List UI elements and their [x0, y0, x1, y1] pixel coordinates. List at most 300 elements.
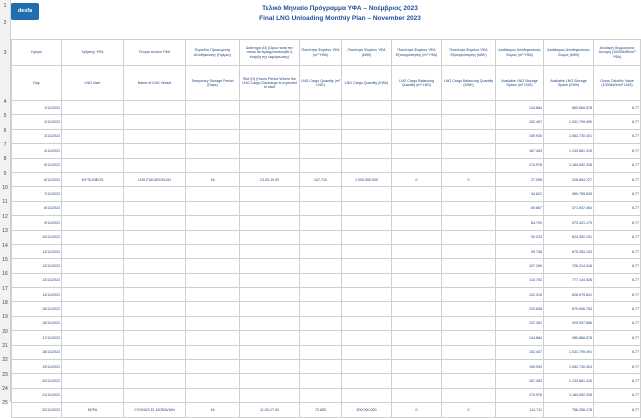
table-cell[interactable] — [392, 360, 442, 374]
table-cell[interactable] — [392, 331, 442, 345]
table-cell[interactable]: 756.256.178 — [544, 403, 594, 417]
table-cell[interactable]: 159.930 — [496, 360, 544, 374]
table-cell[interactable] — [186, 244, 240, 258]
table-cell[interactable]: 11.00-17.00 — [240, 403, 300, 417]
table-cell[interactable] — [186, 388, 240, 402]
header-gr-cell[interactable]: Όνομα πλοίου ΥΦΑ — [124, 40, 186, 66]
row-number[interactable]: 14 — [2, 242, 8, 249]
header-gr-cell[interactable]: Ανώτερη Θερμογόνος Δύναμη (10000kWh/m³ ΥΦΑ) — [594, 40, 641, 66]
table-cell[interactable]: 15/11/2023 — [12, 302, 62, 316]
table-cell[interactable] — [62, 144, 124, 158]
table-cell[interactable] — [240, 230, 300, 244]
table-cell[interactable] — [442, 345, 496, 359]
table-cell[interactable] — [442, 388, 496, 402]
header-en-cell[interactable]: LNG User — [62, 66, 124, 101]
table-cell[interactable]: 159.930 — [496, 129, 544, 143]
table-cell[interactable]: 369.785.639 — [544, 187, 594, 201]
table-cell[interactable] — [392, 244, 442, 258]
table-cell[interactable]: 18 — [186, 403, 240, 417]
table-cell[interactable] — [442, 101, 496, 115]
table-cell[interactable] — [240, 345, 300, 359]
table-cell[interactable] — [442, 201, 496, 215]
table-cell[interactable] — [62, 216, 124, 230]
table-cell[interactable] — [240, 388, 300, 402]
table-cell[interactable] — [240, 129, 300, 143]
header-gr-cell[interactable]: Περίοδος Προσωρινής Αποθήκευσης (Ημέρες) — [186, 40, 240, 66]
table-cell[interactable] — [62, 374, 124, 388]
table-cell[interactable]: 6,77 — [594, 331, 641, 345]
table-cell[interactable] — [124, 187, 186, 201]
row-number[interactable]: 11 — [2, 199, 8, 206]
table-cell[interactable] — [124, 360, 186, 374]
table-cell[interactable] — [442, 244, 496, 258]
table-cell[interactable] — [240, 302, 300, 316]
table-cell[interactable]: LNG FUKUROKUJU — [124, 172, 186, 186]
header-en-cell[interactable]: LNG Cargo Balancing Quantity (KWh) — [442, 66, 496, 101]
table-cell[interactable] — [442, 259, 496, 273]
table-cell[interactable] — [62, 259, 124, 273]
header-en-cell[interactable]: Name of LNG Vessel — [124, 66, 186, 101]
table-cell[interactable] — [186, 345, 240, 359]
table-cell[interactable] — [62, 158, 124, 172]
table-cell[interactable] — [342, 316, 392, 330]
table-cell[interactable]: 10/11/2023 — [12, 230, 62, 244]
table-cell[interactable]: 9/11/2023 — [12, 216, 62, 230]
row-number[interactable]: 24 — [2, 386, 8, 392]
table-cell[interactable]: 144.884 — [496, 101, 544, 115]
table-cell[interactable] — [240, 316, 300, 330]
table-cell[interactable] — [300, 216, 342, 230]
table-cell[interactable] — [240, 115, 300, 129]
table-cell[interactable]: 929.937.666 — [544, 316, 594, 330]
table-cell[interactable] — [62, 331, 124, 345]
table-cell[interactable]: 2/11/2023 — [12, 115, 62, 129]
table-cell[interactable] — [124, 244, 186, 258]
table-cell[interactable] — [124, 331, 186, 345]
table-cell[interactable]: 27.098 — [496, 172, 544, 186]
table-cell[interactable]: 6,77 — [594, 273, 641, 287]
table-cell[interactable]: 6,77 — [594, 360, 641, 374]
row-number[interactable]: 25 — [2, 400, 8, 407]
table-cell[interactable]: 6,77 — [594, 259, 641, 273]
table-cell[interactable] — [124, 259, 186, 273]
table-cell[interactable] — [240, 244, 300, 258]
table-cell[interactable] — [124, 144, 186, 158]
table-cell[interactable]: 144.884 — [496, 331, 544, 345]
table-cell[interactable] — [392, 374, 442, 388]
table-cell[interactable]: 6,77 — [594, 187, 641, 201]
table-cell[interactable]: 6,77 — [594, 345, 641, 359]
row-number[interactable]: 4 — [3, 99, 7, 105]
table-cell[interactable]: 6,77 — [594, 201, 641, 215]
header-gr-cell[interactable]: Ημέρα — [12, 40, 62, 66]
table-cell[interactable] — [392, 345, 442, 359]
table-cell[interactable]: 129.838 — [496, 302, 544, 316]
table-cell[interactable] — [300, 302, 342, 316]
table-cell[interactable]: 828.075.841 — [544, 288, 594, 302]
table-cell[interactable] — [186, 288, 240, 302]
table-cell[interactable]: 7/11/2023 — [12, 187, 62, 201]
table-cell[interactable]: 69.667 — [496, 201, 544, 215]
table-cell[interactable] — [240, 259, 300, 273]
table-cell[interactable] — [62, 230, 124, 244]
table-cell[interactable] — [442, 374, 496, 388]
table-cell[interactable] — [442, 144, 496, 158]
table-cell[interactable] — [342, 201, 392, 215]
table-cell[interactable] — [186, 115, 240, 129]
table-cell[interactable]: 6,77 — [594, 216, 641, 230]
table-cell[interactable] — [300, 259, 342, 273]
table-cell[interactable]: 19/11/2023 — [12, 360, 62, 374]
table-cell[interactable]: 14/11/2023 — [12, 288, 62, 302]
table-cell[interactable] — [342, 388, 392, 402]
table-cell[interactable]: 114.792 — [496, 273, 544, 287]
table-cell[interactable] — [186, 273, 240, 287]
table-cell[interactable]: 22/11/2023 — [12, 403, 62, 417]
table-cell[interactable]: 6,77 — [594, 302, 641, 316]
table-cell[interactable] — [186, 316, 240, 330]
table-cell[interactable] — [186, 259, 240, 273]
table-cell[interactable] — [342, 259, 392, 273]
table-cell[interactable]: 6,77 — [594, 403, 641, 417]
table-cell[interactable]: MYTILINEOS — [62, 172, 124, 186]
table-cell[interactable] — [240, 360, 300, 374]
table-cell[interactable] — [342, 345, 392, 359]
header-gr-cell[interactable]: Διαθέσιμος Αποθηκευτικός Χώρος (kWh) — [544, 40, 594, 66]
table-cell[interactable] — [442, 288, 496, 302]
table-cell[interactable]: 1.133.661.315 — [544, 144, 594, 158]
table-cell[interactable] — [186, 374, 240, 388]
table-cell[interactable] — [124, 201, 186, 215]
table-cell[interactable] — [124, 101, 186, 115]
table-cell[interactable] — [342, 187, 392, 201]
table-cell[interactable] — [240, 331, 300, 345]
table-cell[interactable]: 13/11/2023 — [12, 273, 62, 287]
table-cell[interactable] — [62, 187, 124, 201]
header-gr-cell[interactable]: Χρήστης ΥΦΑ — [62, 40, 124, 66]
table-cell[interactable]: 20/11/2023 — [12, 374, 62, 388]
table-cell[interactable] — [300, 388, 342, 402]
table-cell[interactable]: 174.976 — [496, 158, 544, 172]
row-number[interactable]: 2 — [3, 20, 7, 26]
table-cell[interactable] — [442, 230, 496, 244]
table-cell[interactable] — [342, 288, 392, 302]
table-cell[interactable]: 6,77 — [594, 115, 641, 129]
table-cell[interactable] — [392, 273, 442, 287]
table-cell[interactable] — [124, 374, 186, 388]
header-gr-cell[interactable]: Ποσότητα Φορτίου ΥΦΑ Εξισορρόπησης (m³ ΥΦΑ) — [392, 40, 442, 66]
table-cell[interactable]: 1/11/2023 — [12, 101, 62, 115]
row-number[interactable]: 12 — [2, 213, 8, 220]
table-cell[interactable]: 16/11/2023 — [12, 316, 62, 330]
row-number[interactable]: 15 — [2, 256, 8, 263]
table-cell[interactable]: 6,77 — [594, 172, 641, 186]
table-cell[interactable]: 1.031.799.490 — [544, 115, 594, 129]
table-cell[interactable] — [442, 129, 496, 143]
table-cell[interactable] — [342, 273, 392, 287]
table-cell[interactable]: 6,77 — [594, 244, 641, 258]
header-en-cell[interactable]: Available LNG Storage Space (m³ LNG) — [496, 66, 544, 101]
table-cell[interactable]: 318.854.727 — [544, 172, 594, 186]
table-cell[interactable] — [300, 129, 342, 143]
table-cell[interactable] — [186, 187, 240, 201]
header-en-cell[interactable]: Temporary Storage Period (Days) — [186, 66, 240, 101]
table-cell[interactable]: 6,77 — [594, 374, 641, 388]
table-cell[interactable] — [124, 129, 186, 143]
table-cell[interactable] — [392, 230, 442, 244]
header-en-cell[interactable]: LNG Cargo Quantity (m³ LNG) — [300, 66, 342, 101]
table-cell[interactable] — [342, 244, 392, 258]
row-number[interactable]: 10 — [2, 185, 8, 192]
table-cell[interactable] — [240, 144, 300, 158]
table-cell[interactable] — [300, 345, 342, 359]
table-cell[interactable] — [442, 316, 496, 330]
table-cell[interactable] — [300, 115, 342, 129]
table-cell[interactable] — [300, 101, 342, 115]
row-number[interactable]: 19 — [2, 314, 8, 321]
table-cell[interactable] — [186, 101, 240, 115]
table-cell[interactable]: 980.868.578 — [544, 331, 594, 345]
table-cell[interactable]: 1.031.799.491 — [544, 345, 594, 359]
table-cell[interactable]: 174.976 — [496, 388, 544, 402]
table-cell[interactable] — [342, 144, 392, 158]
header-en-cell[interactable]: Day — [12, 66, 62, 101]
table-cell[interactable] — [300, 230, 342, 244]
table-cell[interactable] — [124, 316, 186, 330]
table-cell[interactable]: 84.700 — [496, 216, 544, 230]
table-cell[interactable]: 12/11/2023 — [12, 259, 62, 273]
header-gr-cell[interactable]: Ποσότητα Φορτίου ΥΦΑ (kWh) — [342, 40, 392, 66]
row-number[interactable]: 7 — [3, 142, 7, 149]
table-cell[interactable] — [392, 187, 442, 201]
table-cell[interactable]: CYGNUS EL MORAVIAN — [124, 403, 186, 417]
table-cell[interactable] — [300, 273, 342, 287]
table-cell[interactable] — [62, 360, 124, 374]
table-cell[interactable] — [186, 331, 240, 345]
table-cell[interactable] — [240, 374, 300, 388]
table-cell[interactable]: 777.144.928 — [544, 273, 594, 287]
table-cell[interactable] — [62, 345, 124, 359]
table-cell[interactable] — [240, 101, 300, 115]
table-cell[interactable] — [62, 316, 124, 330]
table-cell[interactable]: 879.006.753 — [544, 302, 594, 316]
table-cell[interactable]: 167.453 — [496, 144, 544, 158]
table-cell[interactable] — [62, 288, 124, 302]
table-cell[interactable]: 1.184.592.228 — [544, 158, 594, 172]
table-cell[interactable] — [300, 331, 342, 345]
table-cell[interactable] — [62, 244, 124, 258]
table-cell[interactable] — [392, 201, 442, 215]
table-cell[interactable]: 152.407 — [496, 115, 544, 129]
table-cell[interactable] — [124, 273, 186, 287]
table-cell[interactable] — [442, 216, 496, 230]
table-cell[interactable] — [62, 388, 124, 402]
table-cell[interactable] — [442, 302, 496, 316]
header-gr-cell[interactable]: Διαθέσιμος Αποθηκευτικός Χώρος (m³ ΥΦΑ) — [496, 40, 544, 66]
row-number[interactable]: 8 — [3, 156, 7, 163]
table-cell[interactable] — [124, 302, 186, 316]
table-cell[interactable] — [124, 230, 186, 244]
table-cell[interactable]: 17/11/2023 — [12, 331, 62, 345]
table-cell[interactable]: 8/11/2023 — [12, 201, 62, 215]
table-cell[interactable]: 675.283.103 — [544, 244, 594, 258]
table-cell[interactable] — [62, 115, 124, 129]
table-cell[interactable]: 6,77 — [594, 158, 641, 172]
table-cell[interactable]: 167.453 — [496, 374, 544, 388]
table-cell[interactable] — [62, 101, 124, 115]
table-cell[interactable] — [300, 144, 342, 158]
table-cell[interactable] — [392, 259, 442, 273]
table-cell[interactable]: 1.082.730.403 — [544, 360, 594, 374]
table-cell[interactable]: 92.223 — [496, 230, 544, 244]
table-cell[interactable]: 1.082.730.401 — [544, 129, 594, 143]
table-cell[interactable] — [62, 302, 124, 316]
header-en-cell[interactable]: Gross Calorific Value (1000kWh/m³ LNG) — [594, 66, 641, 101]
row-number[interactable]: 20 — [2, 328, 8, 335]
table-cell[interactable] — [124, 216, 186, 230]
row-number[interactable]: 16 — [2, 271, 8, 278]
table-cell[interactable] — [124, 388, 186, 402]
table-cell[interactable]: 0 — [392, 172, 442, 186]
table-cell[interactable]: 624.352.191 — [544, 230, 594, 244]
header-gr-cell[interactable]: Ποσότητα Φορτίου ΥΦΑ Εξισορρόπησης (kWh) — [442, 40, 496, 66]
table-cell[interactable] — [342, 374, 392, 388]
table-cell[interactable]: 0 — [392, 403, 442, 417]
table-cell[interactable] — [124, 115, 186, 129]
table-cell[interactable] — [442, 273, 496, 287]
row-number[interactable]: 9 — [3, 170, 7, 177]
header-en-cell[interactable]: LNG Cargo Quantity (KWh) — [342, 66, 392, 101]
table-cell[interactable] — [62, 201, 124, 215]
table-cell[interactable] — [342, 360, 392, 374]
table-cell[interactable]: 73.855 — [300, 403, 342, 417]
table-cell[interactable] — [124, 345, 186, 359]
table-cell[interactable] — [186, 158, 240, 172]
table-cell[interactable]: 6,77 — [594, 230, 641, 244]
table-cell[interactable]: 147.710 — [300, 172, 342, 186]
table-cell[interactable]: 11/11/2023 — [12, 244, 62, 258]
table-cell[interactable] — [124, 288, 186, 302]
table-cell[interactable] — [342, 216, 392, 230]
table-cell[interactable]: 13.00-19.00 — [240, 172, 300, 186]
table-cell[interactable]: 6,77 — [594, 101, 641, 115]
table-cell[interactable] — [392, 316, 442, 330]
table-cell[interactable]: 0 — [442, 403, 496, 417]
table-cell[interactable]: 6,77 — [594, 129, 641, 143]
table-cell[interactable]: 18 — [186, 172, 240, 186]
table-cell[interactable]: 111.711 — [496, 403, 544, 417]
header-en-cell[interactable]: Slot (H) (Hours Period Where the LNG Cargo Discharge is expected to start — [240, 66, 300, 101]
row-number[interactable]: 23 — [2, 371, 8, 378]
table-cell[interactable]: 137.361 — [496, 316, 544, 330]
table-cell[interactable] — [62, 129, 124, 143]
table-cell[interactable] — [300, 316, 342, 330]
table-cell[interactable] — [300, 187, 342, 201]
table-cell[interactable]: 1.000.000.000 — [342, 172, 392, 186]
table-cell[interactable] — [240, 273, 300, 287]
row-number[interactable]: 1 — [3, 3, 7, 9]
table-cell[interactable] — [392, 288, 442, 302]
table-cell[interactable] — [186, 129, 240, 143]
table-cell[interactable]: 34.621 — [496, 187, 544, 201]
table-cell[interactable] — [342, 230, 392, 244]
table-cell[interactable]: DEPA — [62, 403, 124, 417]
table-cell[interactable] — [342, 158, 392, 172]
table-cell[interactable] — [342, 129, 392, 143]
table-cell[interactable] — [62, 273, 124, 287]
table-cell[interactable] — [300, 360, 342, 374]
table-cell[interactable]: 6/11/2023 — [12, 172, 62, 186]
table-cell[interactable] — [392, 115, 442, 129]
table-cell[interactable] — [392, 129, 442, 143]
table-cell[interactable]: 4/11/2023 — [12, 144, 62, 158]
table-cell[interactable] — [392, 388, 442, 402]
table-cell[interactable]: 860.669.578 — [544, 101, 594, 115]
table-cell[interactable] — [240, 201, 300, 215]
table-cell[interactable] — [186, 144, 240, 158]
table-cell[interactable]: 107.269 — [496, 259, 544, 273]
row-number[interactable]: 18 — [2, 299, 8, 306]
table-cell[interactable]: 1.133.661.316 — [544, 374, 594, 388]
row-number[interactable]: 5 — [3, 113, 7, 120]
row-number[interactable]: 22 — [2, 357, 8, 364]
table-cell[interactable] — [300, 288, 342, 302]
row-number[interactable]: 21 — [2, 342, 8, 349]
table-cell[interactable] — [300, 374, 342, 388]
table-cell[interactable]: 6,77 — [594, 288, 641, 302]
table-cell[interactable]: 99.746 — [496, 244, 544, 258]
table-cell[interactable] — [342, 115, 392, 129]
table-cell[interactable] — [124, 158, 186, 172]
table-cell[interactable]: 573.421.179 — [544, 216, 594, 230]
table-cell[interactable] — [300, 158, 342, 172]
table-cell[interactable]: 18/11/2023 — [12, 345, 62, 359]
table-cell[interactable] — [442, 360, 496, 374]
table-cell[interactable] — [392, 216, 442, 230]
table-cell[interactable]: 726.214.016 — [544, 259, 594, 273]
table-cell[interactable] — [442, 158, 496, 172]
table-cell[interactable] — [442, 331, 496, 345]
table-cell[interactable]: 3/11/2023 — [12, 129, 62, 143]
header-gr-cell[interactable]: Διάστημα (Ω) (Ωρών κατά την οποίο θα πραγματοποιηθεί η έναρξη της εκφόρτωσης) — [240, 40, 300, 66]
row-number[interactable]: 13 — [2, 228, 8, 235]
table-cell[interactable] — [392, 302, 442, 316]
table-cell[interactable]: 6,77 — [594, 144, 641, 158]
table-cell[interactable] — [342, 302, 392, 316]
row-number[interactable]: 3 — [3, 50, 7, 56]
table-cell[interactable] — [186, 302, 240, 316]
table-cell[interactable] — [442, 187, 496, 201]
table-cell[interactable] — [300, 201, 342, 215]
table-cell[interactable] — [392, 144, 442, 158]
header-gr-cell[interactable]: Ποσότητα Φορτίου ΥΦΑ (m³ ΥΦΑ) — [300, 40, 342, 66]
table-cell[interactable] — [240, 158, 300, 172]
table-cell[interactable] — [186, 216, 240, 230]
table-cell[interactable] — [186, 230, 240, 244]
table-cell[interactable]: 1.184.592.228 — [544, 388, 594, 402]
table-cell[interactable] — [240, 216, 300, 230]
table-cell[interactable] — [240, 187, 300, 201]
table-cell[interactable]: 122.315 — [496, 288, 544, 302]
table-cell[interactable] — [300, 244, 342, 258]
table-cell[interactable] — [342, 101, 392, 115]
row-number[interactable]: 17 — [2, 285, 8, 292]
table-cell[interactable]: 5/11/2023 — [12, 158, 62, 172]
table-cell[interactable]: 0 — [442, 172, 496, 186]
table-cell[interactable] — [186, 201, 240, 215]
table-cell[interactable]: 471.647.464 — [544, 201, 594, 215]
table-cell[interactable]: 152.407 — [496, 345, 544, 359]
